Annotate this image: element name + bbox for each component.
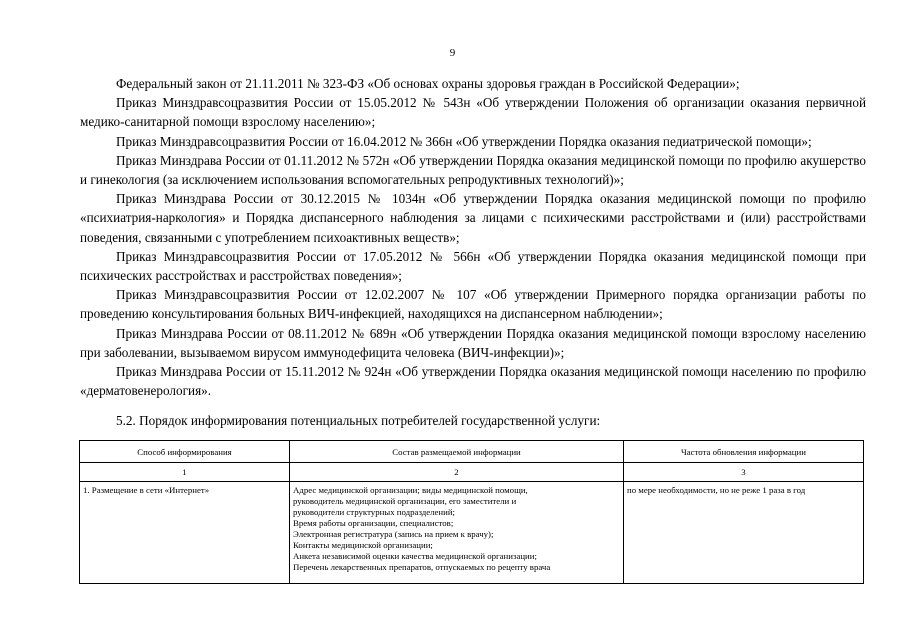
paragraph-order-566n: Приказ Минздравсоцразвития России от 17.05.2012 № 566н «Об утверждении Порядка оказания медицинской помощи при психических расстройствах и расстройствах поведения»; xyxy=(80,248,866,284)
table-number-row xyxy=(80,463,864,482)
paragraph-order-543n: Приказ Минздравсоцразвития России от 15.05.2012 № 543н «Об утверждении Положения об организации оказания первичной медико-санитарной помощи взрослому населению»; xyxy=(80,95,866,130)
paragraph-order-689n: Приказ Минздрава России от 08.11.2012 № 689н «Об утверждении Порядка оказания медицинской помощи взрослому населению при заболевании, вызываемом вирусом иммунодефицита человека (ВИЧ-инфекции)»; xyxy=(80,325,866,360)
paragraph-law-323: Федеральный закон от 21.11.2011 № 323-ФЗ «Об основах охраны здоровья граждан в Российской Федерации»; xyxy=(116,76,740,91)
table-header-row xyxy=(80,441,864,463)
column-number-2: 2 xyxy=(290,463,624,482)
paragraph-order-572n: Приказ Минздрава России от 01.11.2012 № 572н «Об утверждении Порядка оказания медицинской помощи по профилю акушерство и гинекология (за исключением использования вспомогательных репродуктивных технологий)»; xyxy=(80,152,866,188)
cell-method: 1. Размещение в сети «Интернет» xyxy=(80,482,290,584)
paragraph-order-924n: Приказ Минздрава России от 15.11.2012 № 924н «Об утверждении Порядка оказания медицинской помощи населению по профилю «дерматовенерология». xyxy=(80,364,866,399)
content-line: Время работы организации, специалистов; xyxy=(293,518,454,528)
content-line: Анкета независимой оценки качества медицинской организации; xyxy=(293,551,537,561)
table-row xyxy=(80,482,864,584)
content-line: руководители структурных подразделений; xyxy=(293,507,455,517)
page-number: 9 xyxy=(449,47,456,59)
legal-acts-list xyxy=(80,74,866,400)
information-table xyxy=(79,440,864,584)
content-line: Электронная регистратура (запись на прием к врачу); xyxy=(293,529,494,539)
section-title: 5.2. Порядок информирования потенциальных потребителей государственной услуги: xyxy=(116,413,601,428)
cell-frequency: по мере необходимости, но не реже 1 раза в год xyxy=(624,482,864,584)
paragraph-order-366n: Приказ Минздравсоцразвития России от 16.04.2012 № 366н «Об утверждении Порядка оказания педиатрической помощи»; xyxy=(116,133,812,149)
header-frequency: Частота обновления информации xyxy=(624,441,864,463)
paragraph-order-1034n: Приказ Минздрава России от 30.12.2015 № 1034н «Об утверждении Порядка оказания медицинской помощи по профилю «психиатрия-наркология» и Порядка диспансерного наблюдения за лицами с психическими расстройствами и (или) расстройствами поведения, связанными с употреблением психоактивных веществ»; xyxy=(80,191,866,245)
header-method: Способ информирования xyxy=(80,441,290,463)
cell-content xyxy=(290,482,624,584)
content-line: Перечень лекарственных препаратов, отпускаемых по рецепту врача xyxy=(293,562,551,572)
content-line: руководитель медицинской организации, его заместители и xyxy=(293,496,517,506)
paragraph-order-107: Приказ Минздравсоцразвития России от 12.02.2007 № 107 «Об утверждении Примерного порядка организации работы по проведению консультирования больных ВИЧ-инфекцией, находящихся на диспансерном наблюдении»; xyxy=(80,287,866,322)
column-number-3: 3 xyxy=(624,463,864,482)
column-number-1: 1 xyxy=(80,463,290,482)
content-line: Контакты медицинской организации; xyxy=(293,540,433,550)
header-content: Состав размещаемой информации xyxy=(290,441,624,463)
content-line: Адрес медицинской организации; виды медицинской помощи, xyxy=(293,485,528,495)
